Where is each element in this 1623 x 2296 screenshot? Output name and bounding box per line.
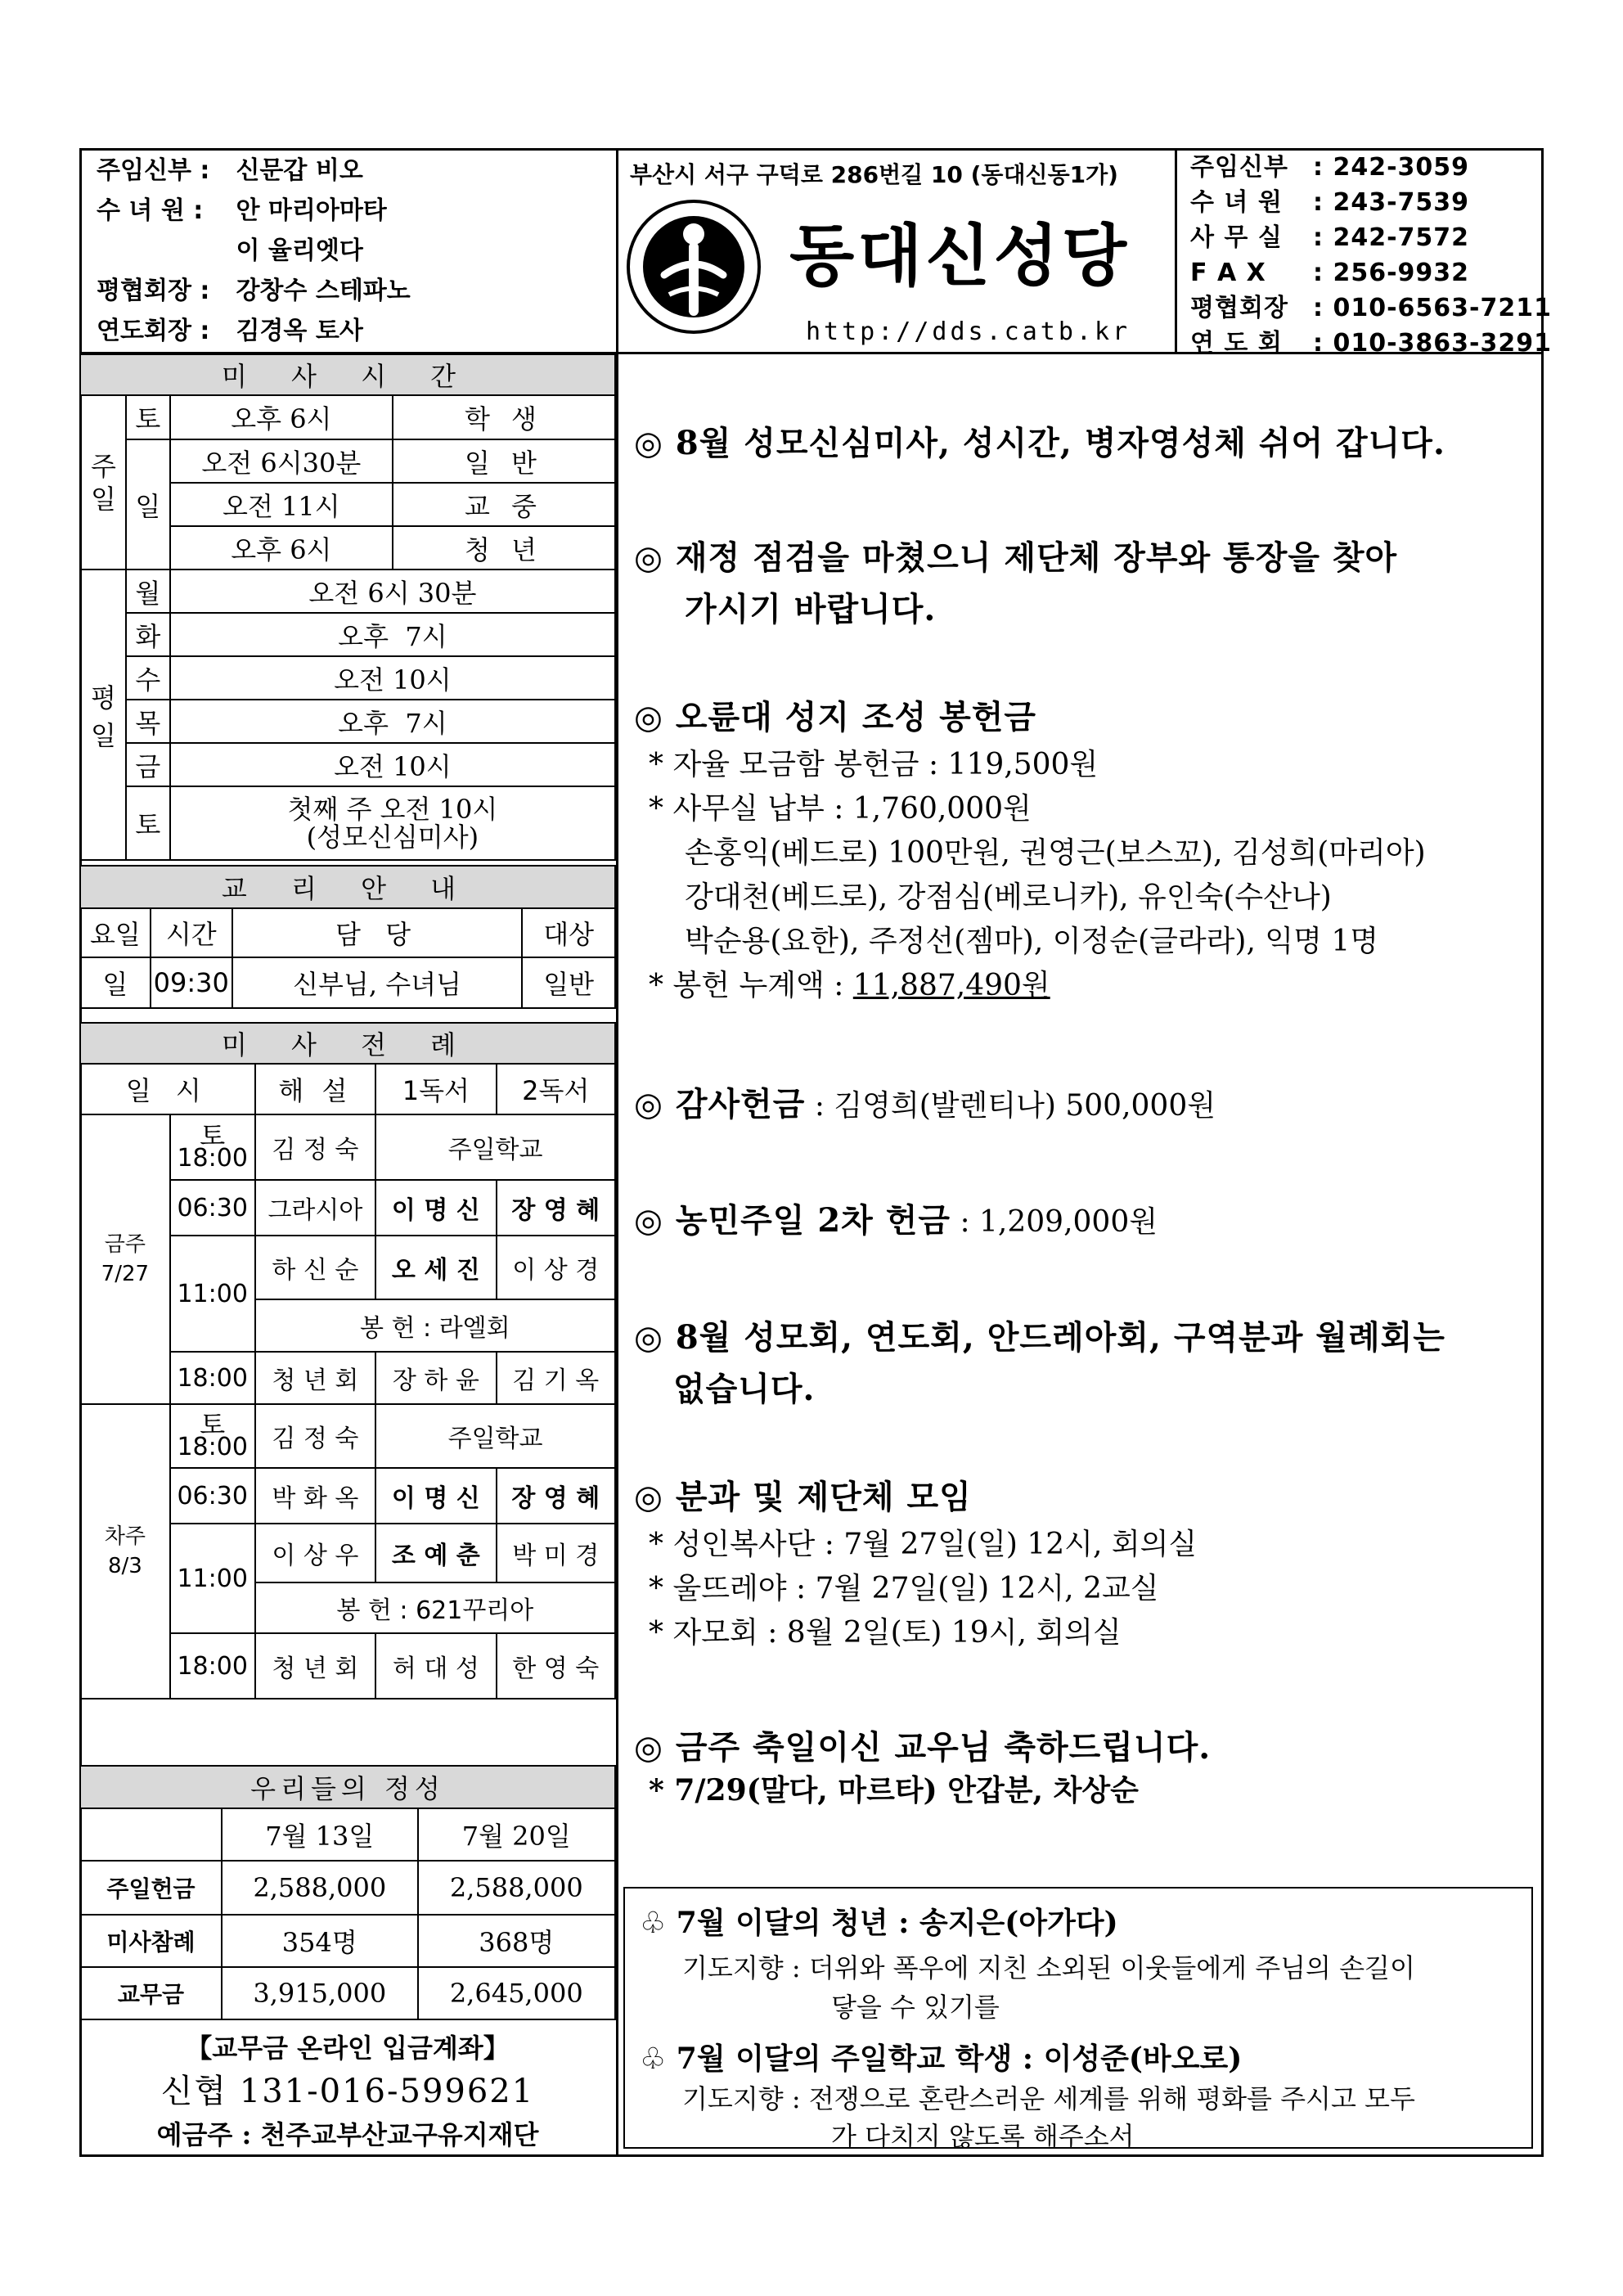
table-cell: 2,588,000 bbox=[418, 1861, 616, 1915]
table-cell: 청 년 회 bbox=[255, 1352, 375, 1404]
table-cell: 이 상 우 bbox=[255, 1524, 375, 1582]
table-cell: 일 시 bbox=[80, 1064, 255, 1114]
announcement-1: ◎ 8월 성모신심미사, 성시간, 병자영성체 쉬어 갑니다. bbox=[634, 424, 1445, 462]
table-cell: 토 18:00 bbox=[170, 1404, 255, 1468]
table-cell: 김 정 숙 bbox=[255, 1114, 375, 1180]
youth-of-month: ♧ 7월 이달의 청년 : 송지은(아가다) bbox=[640, 1906, 1118, 1940]
staff-sisters: 수 녀 원 : 안 마리아마타 bbox=[97, 196, 387, 225]
table-cell: 신부님, 수녀님 bbox=[232, 957, 523, 1008]
cumulative-total: 11,887,490원 bbox=[852, 969, 1050, 1002]
table-cell: 오후 7시 bbox=[170, 700, 615, 743]
table-cell: 허 대 성 bbox=[375, 1633, 496, 1699]
table-cell: 교무금 bbox=[80, 1967, 222, 2019]
table-cell: 오후 6시 bbox=[170, 395, 393, 439]
table-cell: 담 당 bbox=[232, 908, 523, 957]
staff-council: 평협회장 : 강창수 스테파노 bbox=[97, 277, 411, 305]
table-cell: 그라시아 bbox=[255, 1180, 375, 1236]
table-cell: 첫째 주 오전 10시 (성모신심미사) bbox=[170, 786, 615, 860]
table-cell: 11:00 bbox=[170, 1236, 255, 1352]
table-cell: 11:00 bbox=[170, 1524, 255, 1633]
table-cell bbox=[80, 1808, 222, 1861]
table-cell: 오전 10시 bbox=[170, 656, 615, 700]
table-cell: 2독서 bbox=[497, 1064, 615, 1114]
header-divider bbox=[1175, 148, 1177, 353]
table-cell: 일 반 bbox=[393, 439, 615, 483]
contact-list bbox=[1190, 150, 1552, 361]
table-cell: 2,645,000 bbox=[418, 1967, 616, 2019]
table-cell: 교 리 안 내 bbox=[80, 866, 615, 908]
mass-times-table bbox=[79, 353, 616, 861]
announcement-6: ◎ 8월 성모회, 연도회, 안드레아회, 구역분과 월례회는 없습니다. bbox=[634, 1318, 1445, 1408]
table-cell: 요일 bbox=[80, 908, 151, 957]
announcement-2: ◎ 재정 점검을 마쳤으니 제단체 장부와 통장을 찾아 가시기 바랍니다. bbox=[634, 538, 1398, 628]
table-cell: 박 미 경 bbox=[497, 1524, 615, 1582]
student-of-month: ♧ 7월 이달의 주일학교 학생 : 이성준(바오로) bbox=[640, 2042, 1243, 2076]
prayer-intentions-box: ♧ 7월 이달의 청년 : 송지은(아가다) 기도지향 : 더위와 폭우에 지친 소외된 이웃들에게 주님의 손길이 닿을 수 있기를 ♧ 7월 이달의 주일학교 학생 : 이성준(바오로) 기도지향 : 전쟁으로 혼란스러운 세계를 위해 평화를 주시고 모두 가 다치지 않도록 해주소서 bbox=[623, 1887, 1533, 2149]
table-cell: 오후 6시 bbox=[170, 526, 393, 569]
account-number: 신협 131-016-599621 bbox=[160, 2073, 535, 2110]
contact-office: 사 무 실 : 242-7572 bbox=[1190, 223, 1470, 252]
table-cell: 오전 10시 bbox=[170, 743, 615, 786]
table-cell: 이 상 경 bbox=[497, 1236, 615, 1299]
table-cell: 교 중 bbox=[393, 483, 615, 526]
table-cell: 7월 13일 bbox=[222, 1808, 417, 1861]
table-cell: 한 영 숙 bbox=[497, 1633, 615, 1699]
table-cell: 해 설 bbox=[255, 1064, 375, 1114]
table-cell: 수 bbox=[126, 656, 170, 700]
announcement-8: ◎ 금주 축일이신 교우님 축하드립니다. * 7/29(말다, 마르타) 안갑분, 차상순 bbox=[634, 1728, 1212, 1808]
table-cell: 06:30 bbox=[170, 1468, 255, 1524]
table-cell: 장 하 윤 bbox=[375, 1352, 496, 1404]
account-title: 【교무금 온라인 입금계좌】 bbox=[186, 2033, 510, 2064]
table-cell: 3,915,000 bbox=[222, 1967, 417, 2019]
table-cell: 대상 bbox=[522, 908, 615, 957]
table-cell: 주일학교 bbox=[375, 1114, 615, 1180]
table-cell: 금 bbox=[126, 743, 170, 786]
table-cell: 미 사 전 례 bbox=[80, 1023, 615, 1064]
table-cell: 09:30 bbox=[151, 957, 232, 1008]
table-cell: 일 bbox=[80, 957, 151, 1008]
announcement-4: ◎ 감사헌금 : 김영희(발렌티나) 500,000원 bbox=[634, 1085, 1216, 1123]
table-cell: 오전 11시 bbox=[170, 483, 393, 526]
table-cell: 봉 헌 : 621꾸리아 bbox=[255, 1582, 615, 1633]
table-cell: 박 화 옥 bbox=[255, 1468, 375, 1524]
sunday-label: 주일 bbox=[80, 395, 126, 569]
table-cell: 18:00 bbox=[170, 1633, 255, 1699]
staff-priest: 주임신부 : 신문갑 비오 bbox=[97, 156, 363, 185]
church-address: 부산시 서구 구덕로 286번길 10 (동대신동1가) bbox=[630, 161, 1118, 188]
staff-yeondo: 연도회장 : 김경옥 토사 bbox=[97, 317, 363, 345]
table-cell: 차주 8/3 bbox=[80, 1404, 170, 1699]
table-cell: 미사참례 bbox=[80, 1915, 222, 1967]
table-cell: 일반 bbox=[522, 957, 615, 1008]
table-cell: 우리들의 정성 bbox=[80, 1766, 615, 1808]
weekday-label: 평일 bbox=[80, 569, 126, 860]
table-cell: 주일헌금 bbox=[80, 1861, 222, 1915]
table-cell: 06:30 bbox=[170, 1180, 255, 1236]
mass-times-title: 미 사 시 간 bbox=[80, 354, 615, 395]
announcement-5: ◎ 농민주일 2차 헌금 : 1,209,000원 bbox=[634, 1201, 1158, 1240]
table-cell: 시간 bbox=[151, 908, 232, 957]
table-cell: 368명 bbox=[418, 1915, 616, 1967]
table-cell: 청 년 bbox=[393, 526, 615, 569]
table-cell: 이 명 신 bbox=[375, 1180, 496, 1236]
table-cell: 청 년 회 bbox=[255, 1633, 375, 1699]
table-cell: 오전 6시 30분 bbox=[170, 569, 615, 613]
table-cell: 이 명 신 bbox=[375, 1468, 496, 1524]
table-cell: 하 신 순 bbox=[255, 1236, 375, 1299]
table-cell: 7월 20일 bbox=[418, 1808, 616, 1861]
contact-priest: 주임신부 : 242-3059 bbox=[1190, 153, 1470, 182]
table-cell: 화 bbox=[126, 613, 170, 656]
announcement-3: ◎ 오륜대 성지 조성 봉헌금 * 자율 모금함 봉헌금 : 119,500원 * 사무실 납부 : 1,760,000원 손홍익(베드로) 100만원, 권영근(보스꼬), 김성희(마리아) 강대천(베드로), 강점심(베로니카), 유인숙(수산나) 박순용(요한), 주정선(젬마), 이정순(글라라), 익명 1명 * 봉헌 누계액 : 11,887,490원 bbox=[634, 698, 1426, 1002]
table-cell: 김 기 옥 bbox=[497, 1352, 615, 1404]
table-cell: 2,588,000 bbox=[222, 1861, 417, 1915]
table-cell: 18:00 bbox=[170, 1352, 255, 1404]
table-cell: 조 예 춘 bbox=[375, 1524, 496, 1582]
logo-text bbox=[630, 340, 649, 341]
table-cell: 오전 6시30분 bbox=[170, 439, 393, 483]
table-cell: 장 영 혜 bbox=[497, 1180, 615, 1236]
contact-council: 평협회장 : 010-6563-7211 bbox=[1190, 294, 1552, 322]
account-info bbox=[79, 2028, 616, 2155]
account-holder: 예금주 : 천주교부산교구유지재단 bbox=[156, 2119, 539, 2150]
offerings-table bbox=[79, 1765, 616, 2020]
table-cell: 토 18:00 bbox=[170, 1114, 255, 1180]
doctrine-table bbox=[79, 865, 616, 1009]
announcement-7: ◎ 분과 및 제단체 모임 * 성인복사단 : 7월 27일(일) 12시, 회의실 * 울뜨레야 : 7월 27일(일) 12시, 2교실 * 자모회 : 8월 2일(토) 19시, 회의실 bbox=[634, 1478, 1198, 1650]
table-cell: 김 정 숙 bbox=[255, 1404, 375, 1468]
table-cell: 오 세 진 bbox=[375, 1236, 496, 1299]
contact-fax: F A X : 256-9932 bbox=[1190, 259, 1470, 287]
table-cell: 봉 헌 : 라엘회 bbox=[255, 1299, 615, 1352]
church-logo-icon bbox=[623, 196, 764, 337]
contact-yeondo: 연 도 회 : 010-3863-3291 bbox=[1190, 329, 1552, 358]
table-cell: 금주 7/27 bbox=[80, 1114, 170, 1404]
table-cell: 목 bbox=[126, 700, 170, 743]
table-cell: 일 bbox=[126, 439, 170, 569]
staff-list bbox=[97, 151, 411, 351]
table-cell: 오후 7시 bbox=[170, 613, 615, 656]
church-url[interactable]: http://dds.catb.kr bbox=[806, 317, 1131, 346]
table-cell: 토 bbox=[126, 395, 170, 439]
table-cell: 토 bbox=[126, 786, 170, 860]
contact-sisters: 수 녀 원 : 243-7539 bbox=[1190, 188, 1470, 217]
column-divider bbox=[616, 148, 618, 2157]
table-cell: 주일학교 bbox=[375, 1404, 615, 1468]
staff-sisters-2: 이 율리엣다 bbox=[236, 236, 363, 265]
church-name: 동대신성당 bbox=[789, 218, 1131, 295]
table-cell: 1독서 bbox=[375, 1064, 496, 1114]
table-cell: 354명 bbox=[222, 1915, 417, 1967]
table-cell: 월 bbox=[126, 569, 170, 613]
liturgy-table bbox=[79, 1022, 616, 1699]
table-cell: 학 생 bbox=[393, 395, 615, 439]
table-cell: 장 영 혜 bbox=[497, 1468, 615, 1524]
